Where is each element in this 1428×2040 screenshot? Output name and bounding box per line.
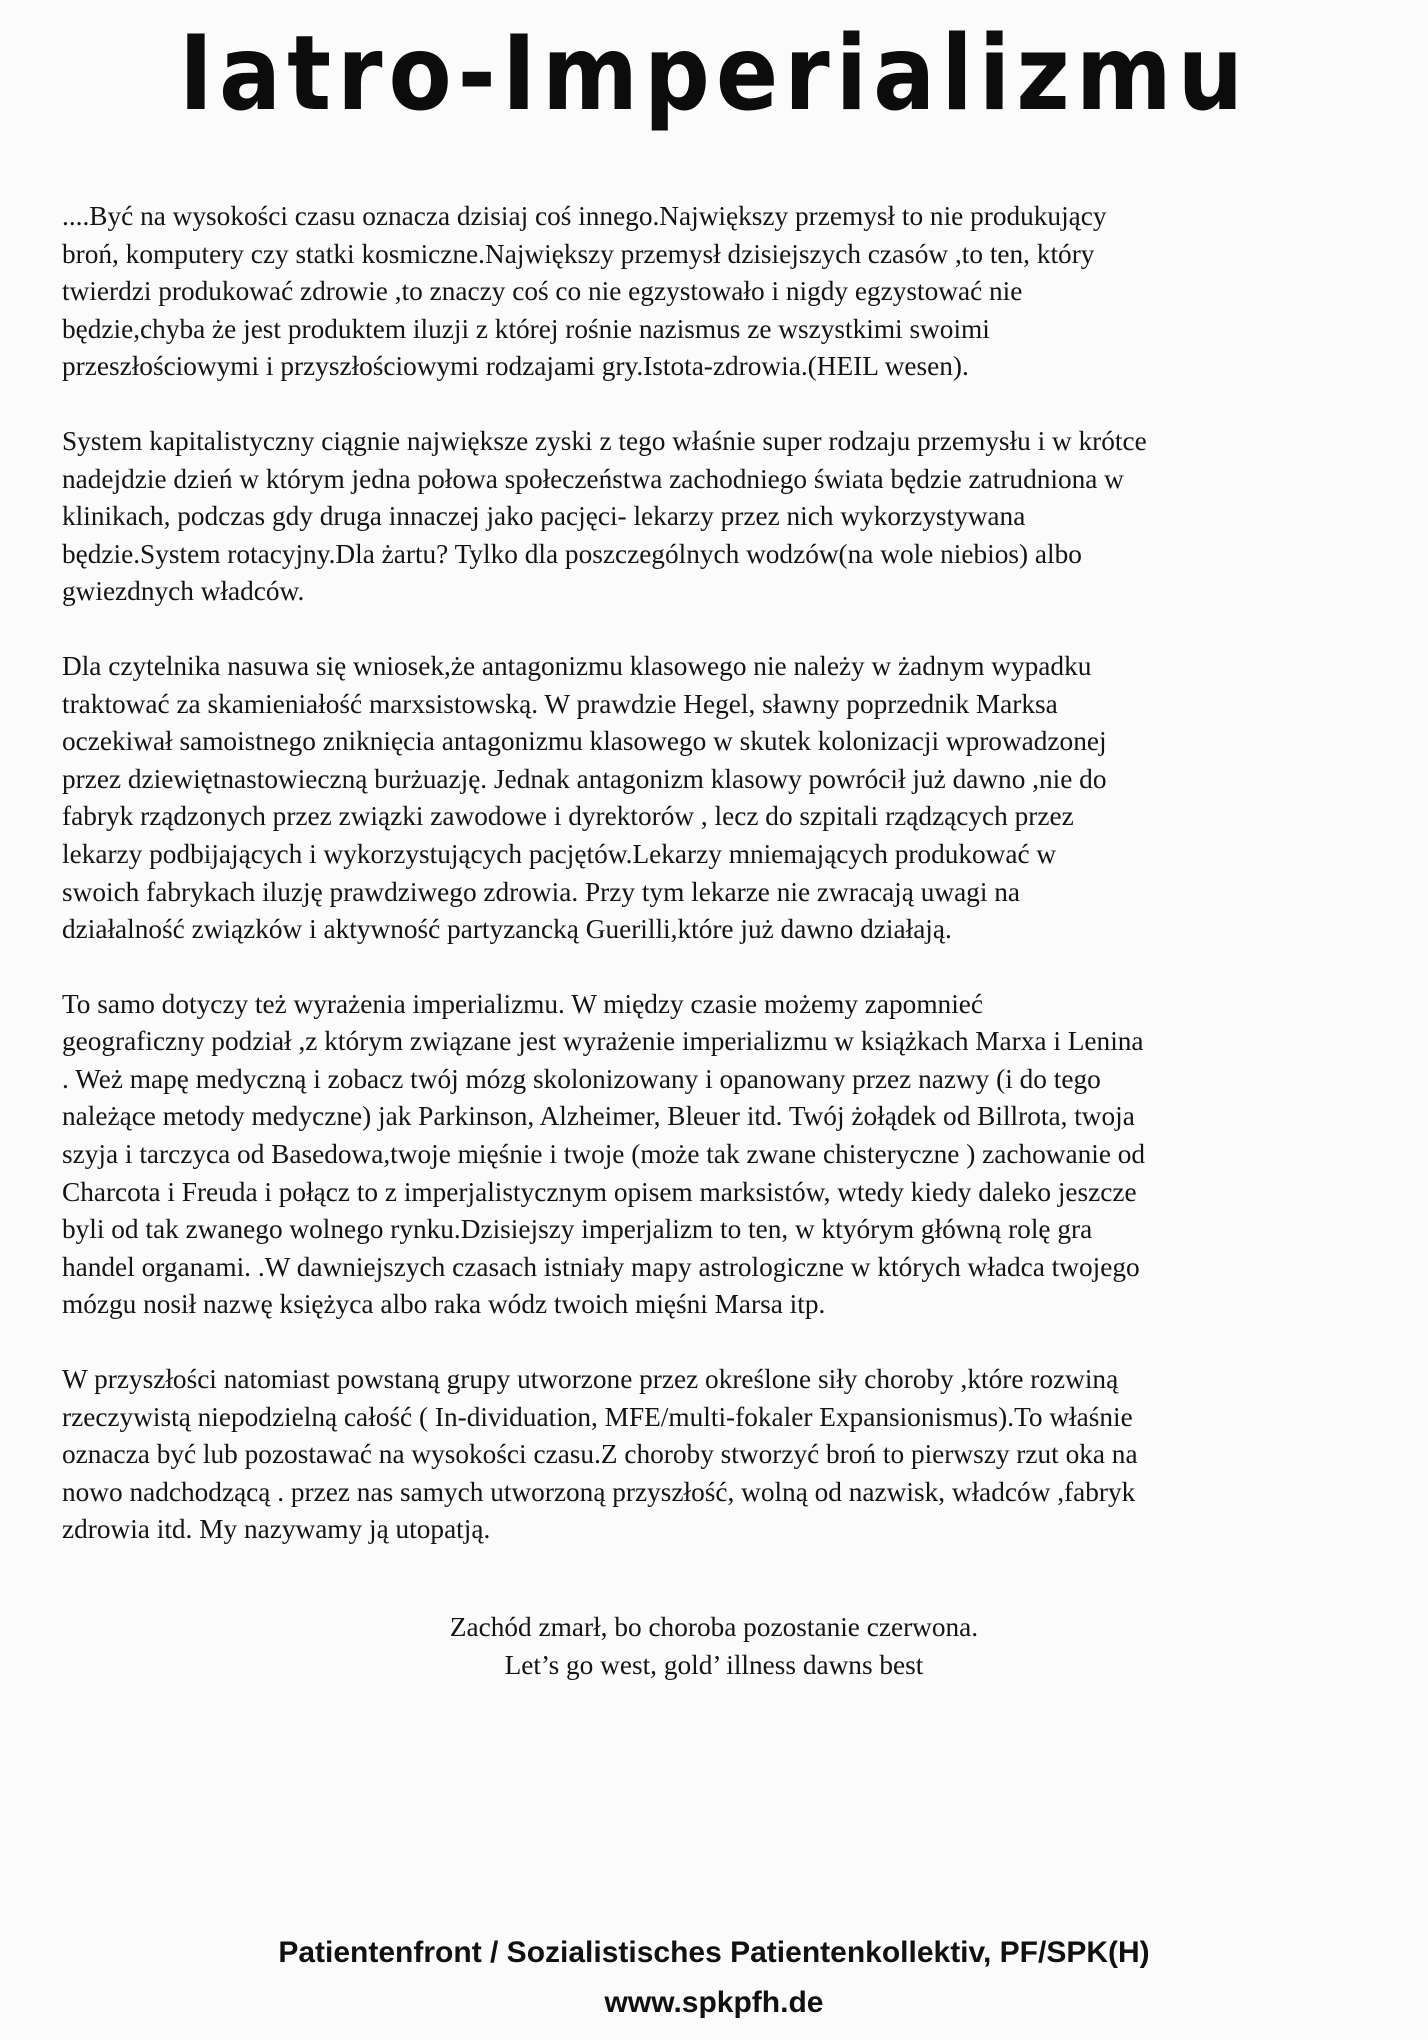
text-line: . Weż mapę medyczną i zobacz twój mózg skolonizowany i opanowany przez nazwy (i do tego [62,1063,1101,1094]
text-line: będzie,chyba że jest produktem iluzji z której rośnie nazismus ze wszystkimi swoimi [62,313,990,344]
text-line: zdrowia itd. My nazywamy ją utopatją. [62,1514,491,1545]
text-line: przeszłościowymi i przyszłościowymi rodzajami gry.Istota-zdrowia.(HEIL wesen). [62,351,969,382]
text-line: oznacza być lub pozostawać na wysokości czasu.Z choroby stworzyć broń to pierwszy rzut oka na [62,1439,1138,1470]
text-line: należące metody medyczne) jak Parkinson, Alzheimer, Bleuer itd. Twój żołądek od Billrota, twoja [62,1101,1135,1132]
text-line: przez dziewiętnastowieczną burżuazję. Jednak antagonizm klasowy powrócił już dawno ,nie do [62,763,1107,794]
text-line: geograficzny podział ,z którym związane jest wyrażenie imperializmu w książkach Marxa i Lenina [62,1026,1144,1057]
paragraph-5 [62,1361,1372,1549]
text-line: W przyszłości natomiast powstaną grupy utworzone przez określone siły choroby ,które rozwiną [62,1364,1119,1395]
footer-website: www.spkpfh.de [604,1986,824,2019]
text-line: działalność związków i aktywność partyzancką Guerilli,które już dawno działają. [62,914,952,945]
text-line: mózgu nosił nazwę księżyca albo raka wódz twoich mięśni Marsa itp. [62,1289,826,1320]
text-line: fabryk rządzonych przez związki zawodowe i dyrektorów , lecz do szpitali rządzących przez [62,801,1074,832]
closing-line-polish: Zachód zmarł, bo choroba pozostanie czerwona. [449,1612,979,1642]
paragraph-1 [62,198,1372,386]
text-line: będzie.System rotacyjny.Dla żartu? Tylko dla poszczególnych wodzów(na wole niebios) albo [62,538,1082,569]
text-line: ....Być na wysokości czasu oznacza dzisiaj coś innego.Największy przemysł to nie produkujący [62,201,1107,231]
paragraph-4 [62,986,1372,1324]
text-line: nadejdzie dzień w którym jedna połowa społeczeństwa zachodniego świata będzie zatrudniona w [62,463,1124,494]
text-line: Dla czytelnika nasuwa się wniosek,że antagonizmu klasowego nie należy w żadnym wypadku [62,650,1092,681]
paragraph-2 [62,423,1372,611]
text-line: byli od tak zwanego wolnego rynku.Dzisiejszy imperjalizm to ten, w ktyórym główną rolę gra [62,1214,1093,1245]
text-line: handel organami. .W dawniejszych czasach istniały mapy astrologiczne w których władca twojego [62,1251,1140,1282]
text-line: lekarzy podbijających i wykorzystujących pacjętów.Lekarzy mniemających produkować w [62,838,1057,869]
text-line: szyja i tarczyca od Basedowa,twoje mięśnie i twoje (może tak zwane chisteryczne ) zachowanie od [62,1139,1146,1170]
closing-line-english: Let’s go west, gold’ illness dawns best [504,1650,924,1680]
text-line: gwiezdnych władców. [62,576,305,607]
text-line: swoich fabrykach iluzję prawdziwego zdrowia. Przy tym lekarze nie zwracają uwagi na [62,876,1021,907]
text-line: System kapitalistyczny ciągnie największe zyski z tego właśnie super rodzaju przemysłu i w krótce [62,425,1147,456]
text-line: Charcota i Freuda i połącz to z imperjalistycznym opisem marksistów, wtedy kiedy daleko jeszcze [62,1176,1137,1207]
text-line: klinikach, podczas gdy druga innaczej jako pacjęci- lekarzy przez nich wykorzystywana [62,501,1026,532]
footer [0,1928,1428,2028]
document-title: Iatro-Imperializmu [178,13,1250,134]
paragraph-3 [62,648,1372,949]
text-line: oczekiwał samoistnego zniknięcia antagonizmu klasowego w skutek kolonizacji wprowadzonej [62,726,1107,757]
text-line: To samo dotyczy też wyrażenia imperializmu. W między czasie możemy zapomnieć [62,988,984,1019]
closing-slogan [0,1608,1428,1684]
text-line: rzeczywistą niepodzielną całość ( In-dividuation, MFE/multi-fokaler Expansionismus).To właśnie [62,1401,1133,1432]
text-line: nowo nadchodzącą . przez nas samych utworzoną przyszłość, wolną od nazwisk, władców ,fabryk [62,1476,1136,1507]
text-line: twierdzi produkować zdrowie ,to znaczy coś co nie egzystowało i nigdy egzystować nie [62,276,1023,307]
text-line: traktować za skamieniałość marxsistowską. W prawdzie Hegel, sławny poprzednik Marksa [62,688,1058,719]
document-body [62,198,1372,1549]
text-line: broń, komputery czy statki kosmiczne.Największy przemysł dzisiejszych czasów ,to ten, który [62,238,1095,269]
footer-organization: Patientenfront / Sozialistisches Patientenkollektiv, PF/SPK(H) [278,1936,1150,1969]
